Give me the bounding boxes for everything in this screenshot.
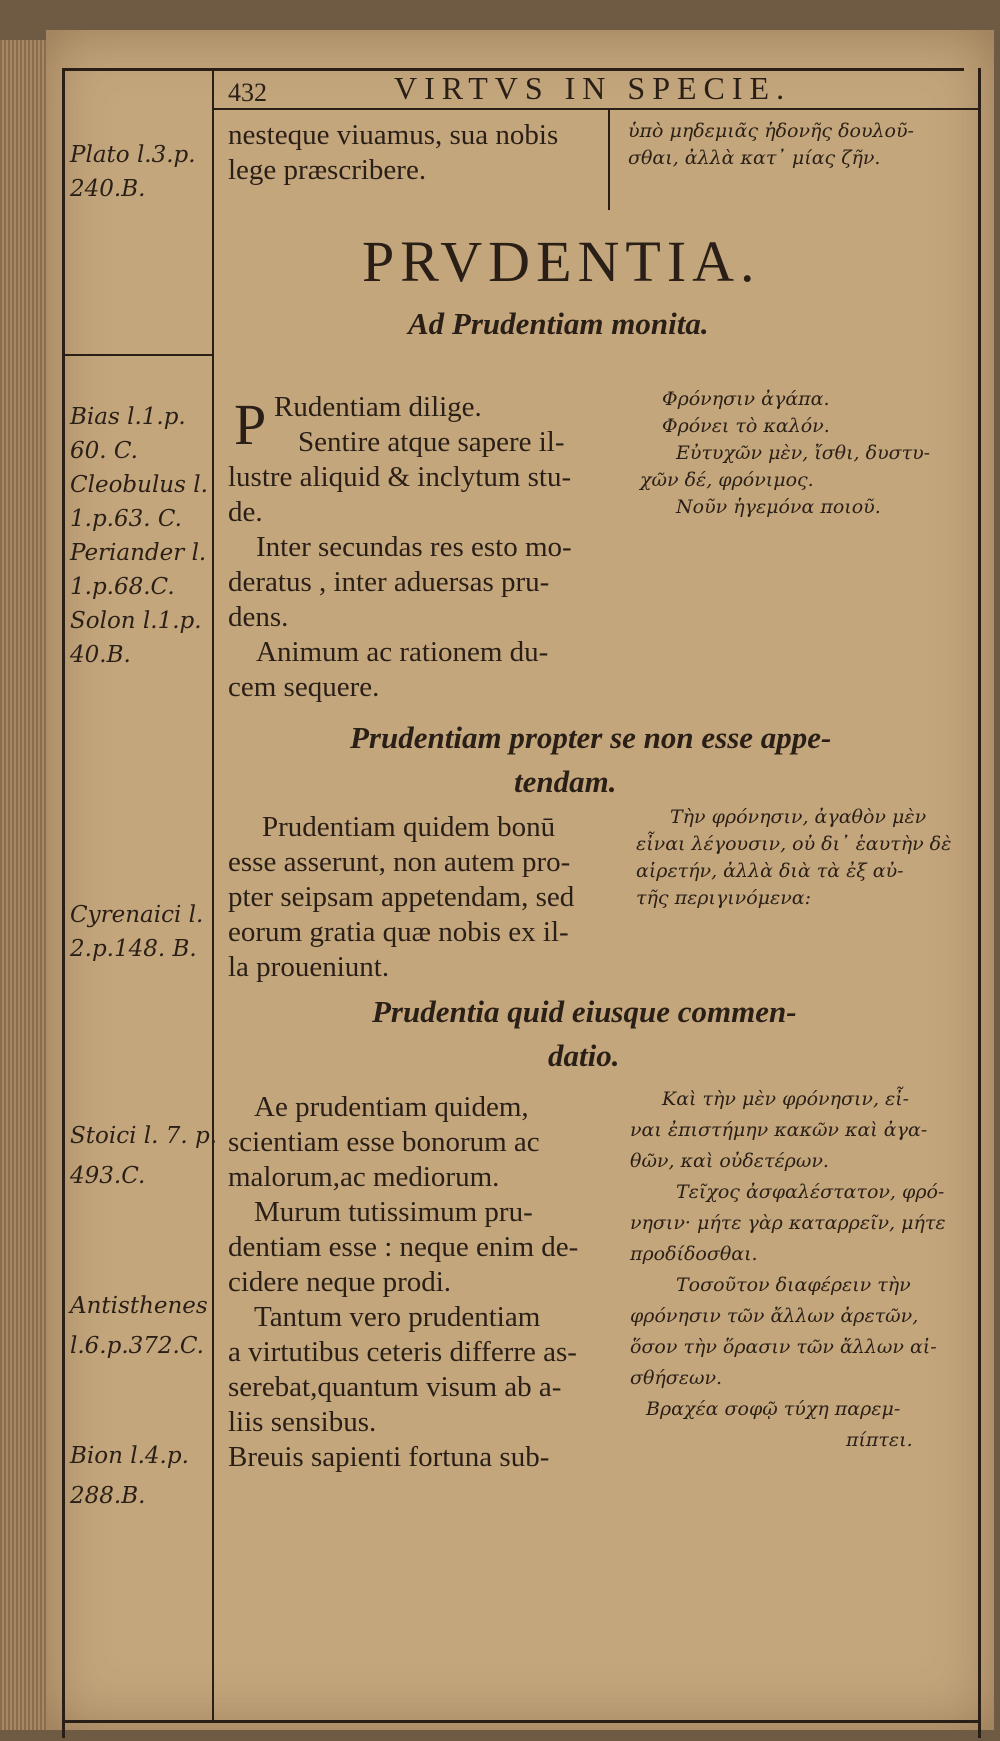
section1-heading: Ad Prudentiam monita. bbox=[408, 306, 709, 341]
frame-right-rule bbox=[978, 68, 981, 1738]
section2-greek-text: Τὴν φρόνησιν, ἀγαθὸν μὲν εἶναι λέγουσιν, οὐ δι᾽ ἑαυτὴν δὲ αἱρετήν, ἀλλὰ διὰ τὰ ἐξ αὐ- τῆς περιγινόμενα: bbox=[636, 806, 952, 909]
top-margin-note: Plato l.3.p. 240.B. bbox=[70, 142, 196, 202]
section3-latin-text: Ae prudentiam quidem, scientiam esse bonorum ac malorum,ac mediorum. Murum tutissimum pru- dentiam esse : neque enim de- cidere neque prodi. Tantum vero prudentiam a virtutibus ceteris differre as- serebat,quantum visum ab a- liis sensibus. Breuis sapienti fortuna sub- bbox=[228, 1091, 579, 1473]
section3-margin-notes: Stoici l. 7. p. 493.C. Antisthenes l.6.p.372.C. Bion l.4.p. 288.B. bbox=[70, 1123, 218, 1509]
section3-greek-text: Καὶ τὴν μὲν φρόνησιν, εἶ- ναι ἐπιστήμην κακῶν καὶ ἀγα- θῶν, καὶ οὐδετέρων. Τεῖχος ἀσφαλέστατον, φρό- νησιν· μήτε γὰρ καταρρεῖν, μήτε προδίδοσθαι. Τοσοῦτον διαφέρειν τὴν φρόνησιν τῶν ἄλλων ἀρετῶν, ὅσον τὴν ὅρασιν τῶν ἄλλων αἰ- σθήσεων. Βραχέα σοφῷ τύχη παρεμ- πίπτει. bbox=[630, 1088, 946, 1451]
section2-heading: Prudentiam propter se non esse appe- tendam. bbox=[350, 720, 832, 799]
section2-latin-text: Prudentiam quidem bonū esse asserunt, non autem pro- pter seipsam appetendam, sed eorum gratia quæ nobis ex il- la proueniunt. bbox=[228, 811, 575, 983]
page-number: 432 bbox=[228, 78, 267, 107]
main-title: PRVDENTIA. bbox=[362, 229, 761, 294]
top-column-divider bbox=[608, 110, 610, 210]
section1-greek-text: Φρόνησιν ἀγάπα. Φρόνει τὸ καλόν. Εὐτυχῶν μὲν, ἴσθι, δυστυ- χῶν δέ, φρόνιμος. Νοῦν ἡγεμόνα ποιοῦ. bbox=[640, 388, 931, 518]
section1-latin-text: Rudentiam dilige. Sentire atque sapere il- lustre aliquid & inclytum stu- de. Inter secundas res esto mo- deratus , inter aduersas pru- dens. Animum ac rationem du- cem sequere. bbox=[228, 391, 572, 703]
section1-margin-notes: Bias l.1.p. 60. C. Cleobulus l. 1.p.63. C. Periander l. 1.p.68.C. Solon l.1.p. 40.B. bbox=[70, 404, 208, 668]
section1-drop-cap: P bbox=[234, 392, 267, 457]
frame-left-rule bbox=[62, 68, 65, 1738]
top-greek-text: ὑπὸ μηδεμιᾶς ἡδονῆς δουλοῦ- σθαι, ἀλλὰ κατ᾽ μίας ζῆν. bbox=[628, 120, 914, 169]
section2-margin-notes: Cyrenaici l. 2.p.148. B. bbox=[70, 902, 204, 962]
book-page-edges bbox=[0, 40, 46, 1730]
header-underline bbox=[214, 108, 978, 110]
frame-bottom-rule bbox=[62, 1720, 978, 1723]
top-latin-text: nesteque viuamus, sua nobis lege præscribere. bbox=[228, 119, 559, 186]
section1-top-rule bbox=[62, 354, 212, 356]
running-title: VIRTVS IN SPECIE. bbox=[394, 70, 792, 106]
section3-heading: Prudentia quid eiusque commen- datio. bbox=[372, 994, 797, 1073]
